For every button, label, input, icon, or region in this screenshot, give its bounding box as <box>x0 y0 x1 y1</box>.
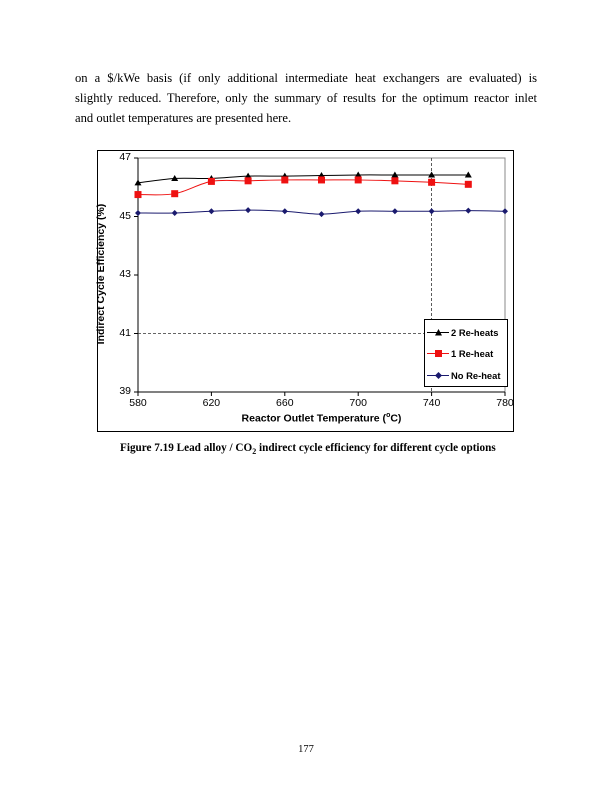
x-tick-label: 780 <box>496 397 514 409</box>
legend-label: 2 Re-heats <box>451 326 499 338</box>
y-tick-label: 41 <box>119 326 131 339</box>
diamond-marker <box>319 211 325 217</box>
square-marker <box>171 190 178 197</box>
square-marker <box>245 177 252 184</box>
paragraph-line-3: and outlet temperatures are presented here. <box>75 111 292 125</box>
y-tick-label: 45 <box>119 209 131 222</box>
diamond-marker <box>355 208 361 214</box>
caption-prefix: Figure 7.19 Lead alloy / CO <box>120 442 253 454</box>
paragraph-line-2: slightly reduced. Therefore, only the summary of results for the optimum reactor inlet <box>75 91 537 105</box>
diamond-marker <box>245 207 251 213</box>
diamond-marker <box>465 208 471 214</box>
x-tick-label: 740 <box>422 397 441 409</box>
square-marker <box>428 179 435 186</box>
diamond-marker <box>392 208 398 214</box>
chart-legend <box>424 319 508 387</box>
square-marker <box>135 191 142 198</box>
caption-suffix: indirect cycle efficiency for different cycle options <box>256 442 496 454</box>
legend-item-1-reheat <box>427 346 493 360</box>
y-tick-label: 39 <box>119 385 131 397</box>
x-axis-title-degree: o <box>386 412 391 419</box>
diamond-marker <box>502 208 508 214</box>
legend-item-2-reheats <box>427 325 498 339</box>
legend-label: 1 Re-heat <box>451 347 494 359</box>
series-line <box>138 180 468 195</box>
x-tick-label: 580 <box>129 397 147 409</box>
legend-item-no-reheat <box>427 368 500 382</box>
square-marker <box>318 176 325 183</box>
legend-label: No Re-heat <box>451 369 501 381</box>
x-axis-title-prefix: Reactor Outlet Temperature ( <box>241 412 387 425</box>
diamond-marker <box>429 208 435 214</box>
figure-caption <box>120 442 512 456</box>
diamond-marker <box>282 208 288 214</box>
y-axis-title-text: Indirect Cycle Efficiency (%) <box>95 203 107 345</box>
diamond-marker <box>208 208 214 214</box>
x-tick-label: 620 <box>202 397 221 409</box>
square-marker <box>465 181 472 188</box>
x-tick-label: 700 <box>349 397 367 409</box>
paragraph-line-1: on a $/kWe basis (if only additional intermediate heat exchangers are evaluated) is <box>75 71 537 85</box>
x-tick-label: 660 <box>276 397 294 409</box>
square-marker <box>391 177 398 184</box>
y-tick-label: 47 <box>119 151 131 163</box>
diamond-marker <box>172 210 178 216</box>
diamond-marker <box>135 210 141 216</box>
page-number: 177 <box>298 744 314 755</box>
square-marker <box>281 176 288 183</box>
diamond-marker-icon <box>427 370 449 380</box>
x-axis-title-suffix: C) <box>390 412 402 425</box>
triangle-marker-icon <box>427 327 449 337</box>
square-marker <box>208 178 215 185</box>
x-axis-title <box>138 412 505 425</box>
caption-subscript: 2 <box>252 447 257 457</box>
square-marker-icon <box>427 348 449 358</box>
square-marker <box>355 176 362 183</box>
y-tick-label: 43 <box>119 268 131 280</box>
